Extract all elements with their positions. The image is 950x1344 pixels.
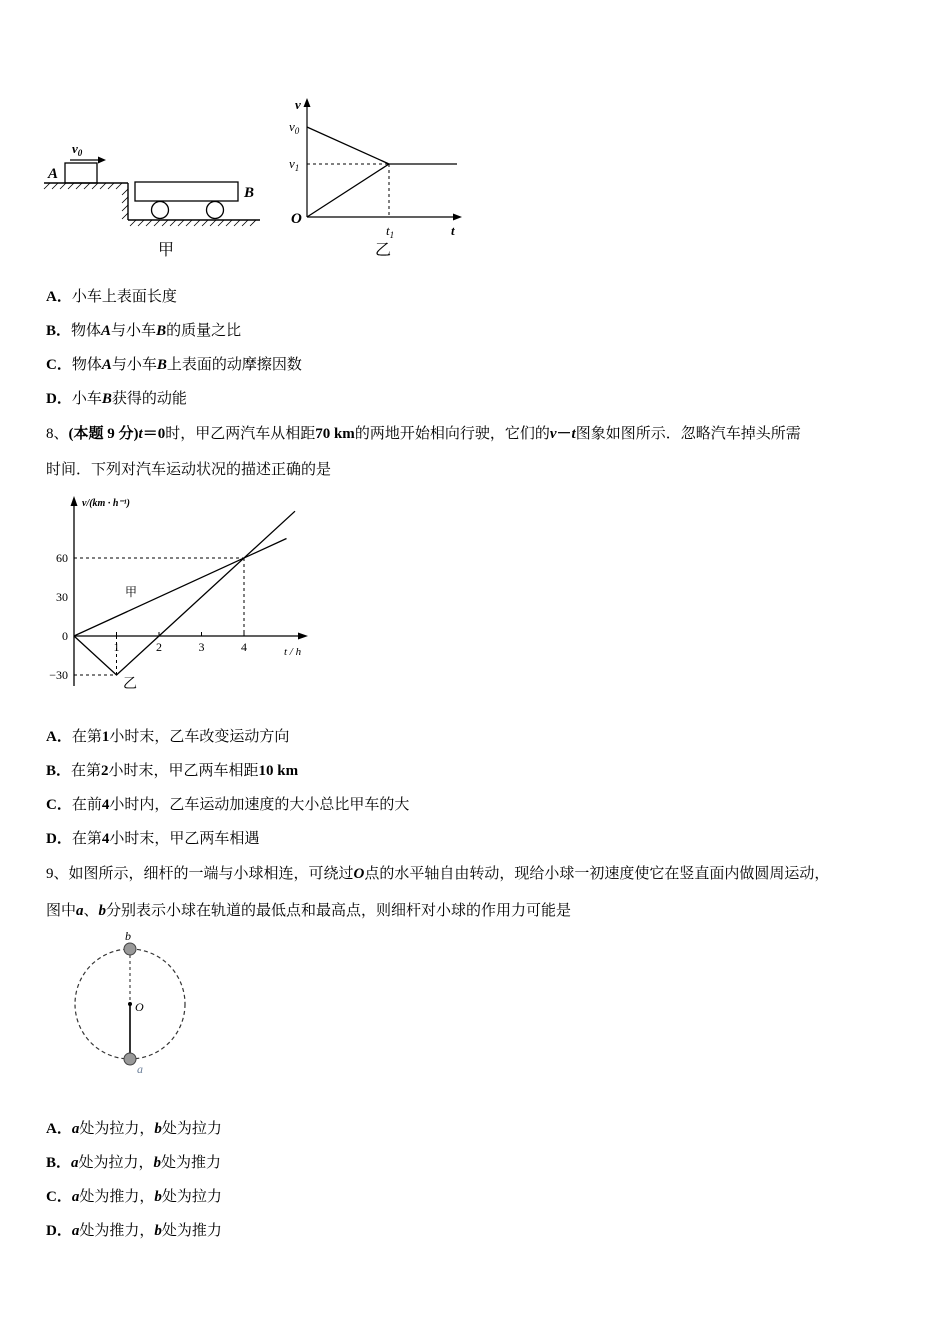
option-number: 4 — [101, 797, 110, 813]
q9-stem-line1 — [46, 863, 829, 884]
option-text: 在第 — [71, 761, 102, 779]
option-letter: A． — [46, 289, 72, 305]
q9-option-c — [46, 1186, 222, 1207]
option-text: 在前 — [71, 795, 102, 813]
var-a: a — [71, 1121, 80, 1137]
question-number: 8、 — [46, 426, 69, 442]
option-text: 物体 — [71, 321, 102, 339]
option-letter: C． — [46, 1189, 72, 1205]
q8-option-a — [46, 726, 289, 747]
q7-option-c — [46, 354, 302, 375]
option-letter: C． — [46, 357, 72, 373]
q9-option-b — [46, 1152, 221, 1173]
dash: － — [556, 426, 572, 442]
option-text: 小时末，甲乙两车相遇 — [109, 829, 260, 847]
x-tick-label-2: 3 — [198, 640, 205, 654]
x-tick-label-1: 2 — [156, 640, 162, 654]
series-line-yi — [74, 511, 295, 675]
option-text: 处为推力 — [161, 1221, 222, 1239]
q8-option-d — [46, 828, 259, 849]
var-b: b — [153, 1155, 162, 1171]
y-tick-label-3: −30 — [49, 668, 68, 682]
cart-b — [135, 182, 238, 201]
stem-text: 分别表示小球在轨道的最低点和最高点，则细杆对小球的作用力可能是 — [106, 901, 572, 919]
option-text: 处为推力， — [79, 1187, 155, 1205]
q8-option-c — [46, 794, 409, 815]
chart-axes — [71, 496, 309, 686]
label-origin: O — [291, 211, 302, 227]
option-text: 小时末，甲乙两车相距 — [108, 761, 259, 779]
option-letter: D． — [46, 831, 72, 847]
y-axis-arrow — [71, 496, 78, 506]
var-b: b — [154, 1189, 162, 1205]
q7-option-d — [46, 388, 187, 409]
option-number: 1 — [101, 729, 110, 745]
caption-yi: 乙 — [375, 242, 392, 259]
pivot-o — [128, 1002, 132, 1006]
option-letter: B． — [46, 323, 72, 339]
x-tick-label-0: 1 — [113, 640, 120, 654]
ball-a — [124, 1053, 136, 1065]
label-a: a — [137, 1062, 143, 1076]
q8-vt-chart — [40, 490, 320, 700]
stem-text: 时，甲乙两汽车从相距 — [165, 424, 316, 442]
stem-text: 点的水平轴自由转动，现给小球一初速度使它在竖直面内做圆周运动， — [364, 864, 830, 882]
axis-label-v: v — [295, 97, 301, 112]
y-tick-label-1: 30 — [56, 590, 68, 604]
option-text: 上表面的动摩擦因数 — [166, 355, 302, 373]
option-text: 物体 — [71, 355, 102, 373]
option-text: 小车 — [71, 389, 102, 407]
var-v: v — [549, 426, 557, 442]
y-tick-label-0: 60 — [56, 551, 68, 565]
var-a: a — [76, 903, 84, 919]
q9-option-d — [46, 1220, 222, 1241]
option-text: 小时内，乙车运动加速度的大小总比甲车的大 — [109, 795, 410, 813]
option-text: 处为拉力， — [79, 1119, 155, 1137]
figure-yi — [285, 95, 470, 265]
ball-b — [124, 943, 136, 955]
var-a: a — [71, 1189, 80, 1205]
var-a: A — [101, 357, 112, 373]
label-b: B — [244, 185, 255, 201]
q7-option-b — [46, 320, 241, 341]
var-b: B — [101, 391, 112, 407]
axis-label-t: t — [451, 223, 455, 238]
var-a: a — [71, 1223, 80, 1239]
stem-text: 图象如图所示．忽略汽车掉头所需 — [575, 424, 801, 442]
q7-option-a — [46, 286, 177, 307]
q8-stem-line1 — [46, 423, 801, 444]
x-axis-label: t / h — [284, 646, 302, 658]
stem-text: 的两地开始相向行驶，它们的 — [354, 424, 550, 442]
label-v0: $v_0$ — [289, 119, 300, 136]
option-letter: D． — [46, 391, 72, 407]
var-b: B — [156, 357, 167, 373]
option-letter: B． — [46, 1155, 72, 1171]
y-axis-label: v/(km · h⁻¹) — [82, 498, 130, 509]
y-tick-label-2: 0 — [62, 629, 68, 643]
question-number: 9、 — [46, 866, 69, 882]
option-text: 的质量之比 — [166, 321, 242, 339]
label-v1: $v_1$ — [289, 156, 300, 173]
stem-text: 图中 — [46, 901, 77, 919]
option-text: 处为拉力 — [161, 1119, 222, 1137]
q9-circle-figure — [68, 928, 198, 1076]
label-v0: $v_0$ — [72, 141, 83, 158]
option-letter: B． — [46, 763, 72, 779]
label-a: A — [48, 166, 59, 182]
var-b: b — [98, 903, 107, 919]
option-letter: A． — [46, 1121, 72, 1137]
var-t: t — [138, 426, 143, 442]
var-t: t — [571, 426, 576, 442]
option-text: 处为推力 — [161, 1153, 222, 1171]
label-o: O — [135, 1000, 144, 1014]
series-label-yi: 乙 — [123, 677, 137, 692]
option-text: 获得的动能 — [111, 389, 187, 407]
label-b: b — [125, 929, 131, 943]
q8-option-b — [46, 760, 298, 781]
cart-wheel-right — [207, 202, 224, 219]
series-label-jia: 甲 — [125, 585, 138, 599]
caption-jia: 甲 — [158, 242, 175, 259]
var-b: B — [156, 323, 167, 339]
question-score: (本题 9 分) — [68, 426, 139, 442]
v-axis-arrow — [304, 98, 311, 107]
option-number: 4 — [101, 831, 110, 847]
line-b-accel — [307, 164, 389, 217]
stem-text: 如图所示，细杆的一端与小球相连，可绕过 — [68, 864, 354, 882]
option-letter: D． — [46, 1223, 72, 1239]
option-text: 与小车 — [111, 321, 157, 339]
option-text: 与小车 — [111, 355, 157, 373]
option-text: 处为推力， — [79, 1221, 155, 1239]
x-tick-label-3: 4 — [241, 640, 247, 654]
option-text: 处为拉力， — [78, 1153, 154, 1171]
var-o: O — [353, 866, 365, 882]
eq-zero: ＝0 — [142, 426, 166, 442]
option-text: 处为拉力 — [161, 1187, 222, 1205]
option-number: 2 — [101, 763, 109, 779]
figure-jia — [40, 135, 270, 265]
option-text: 小时末，乙车改变运动方向 — [109, 727, 290, 745]
series-line-jia — [74, 539, 287, 637]
v0-arrowhead — [98, 157, 106, 164]
q8-stem-line2 — [46, 459, 331, 479]
line-a-decel — [307, 127, 389, 164]
cart-wheel-left — [152, 202, 169, 219]
stem-text: 、 — [83, 901, 99, 919]
option-text: 小车上表面长度 — [71, 287, 177, 305]
q9-stem-line2 — [46, 900, 571, 921]
option-letter: C． — [46, 797, 72, 813]
var-a: A — [101, 323, 112, 339]
option-text: 在第 — [71, 829, 102, 847]
var-b: b — [154, 1223, 162, 1239]
var-b: b — [154, 1121, 162, 1137]
block-a — [65, 163, 97, 183]
t-axis-arrow — [453, 214, 462, 221]
option-letter: A． — [46, 729, 72, 745]
distance: 70 km — [315, 426, 355, 442]
var-a: a — [71, 1155, 79, 1171]
option-text: 在第 — [71, 727, 102, 745]
q9-option-a — [46, 1118, 222, 1139]
stem-text: 时间．下列对汽车运动状况的描述正确的是 — [46, 460, 332, 478]
x-axis-arrow — [298, 633, 308, 640]
chart-series — [74, 511, 295, 675]
chart-guides — [74, 558, 244, 675]
option-distance: 10 km — [258, 763, 299, 779]
label-t1: $t_1$ — [386, 223, 395, 240]
